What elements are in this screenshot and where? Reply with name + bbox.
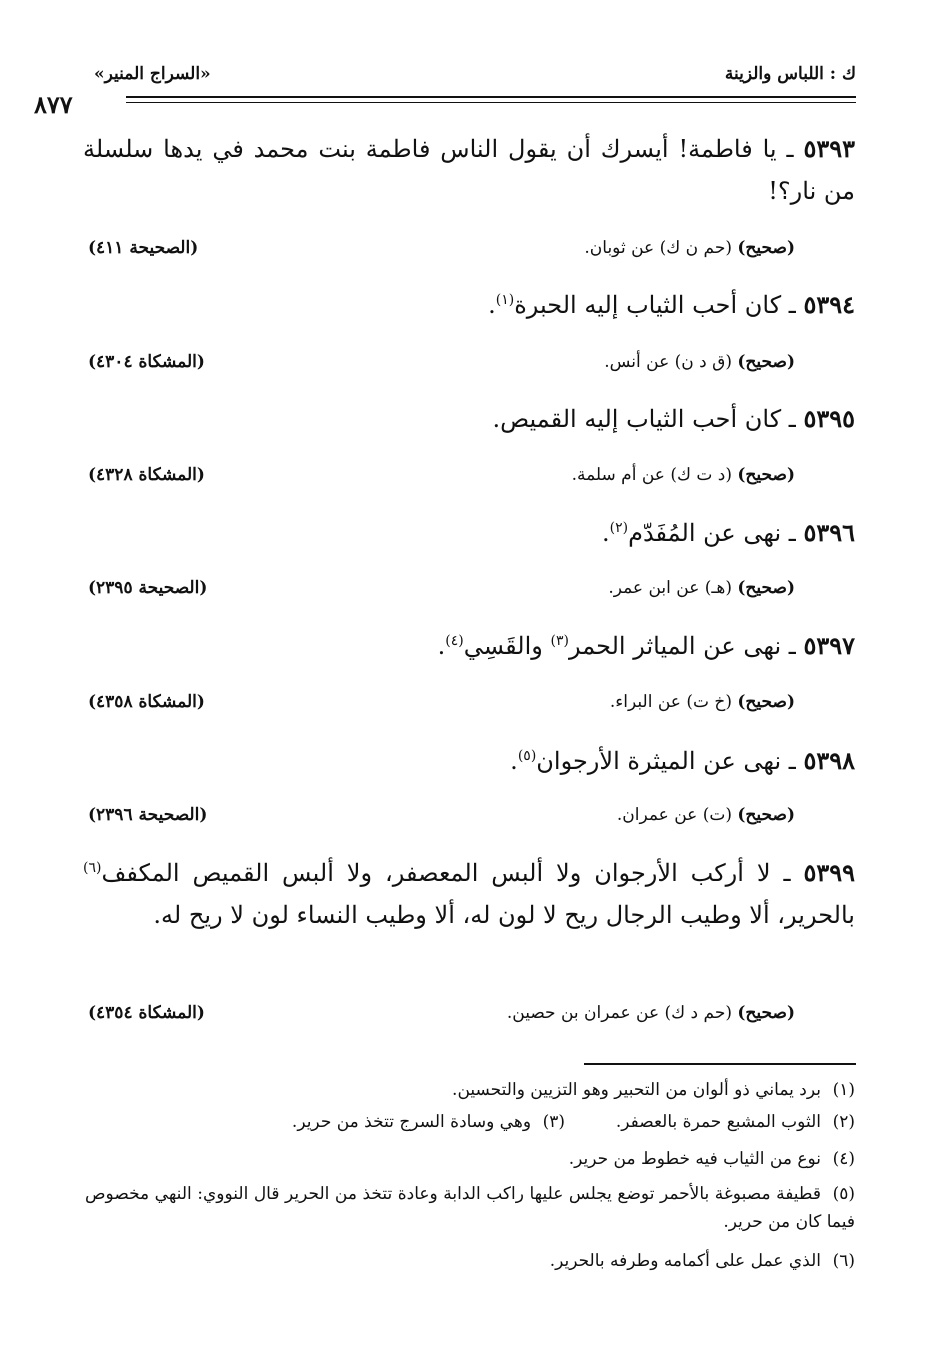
- footnote-mark[interactable]: (٢): [609, 520, 629, 536]
- hadith-reference: (المشكاة ٤٣٢٨): [88, 465, 205, 485]
- footnote-mark[interactable]: (٥): [517, 748, 537, 764]
- hadith-narrator: (حم ن ك) عن ثوبان.: [584, 238, 732, 258]
- hadith-text-end: .: [510, 747, 518, 775]
- hadith-number: ٥٣٩٧: [803, 631, 855, 660]
- hadith-text-mid: والقَسِي: [463, 632, 551, 660]
- hadith-text: ـ كان أحب الثياب إليه القميص.: [492, 405, 796, 433]
- footnote-number: (١): [832, 1080, 855, 1100]
- hadith-text: ـ نهى عن المُفَدّم: [628, 519, 796, 547]
- hadith-narrator: (ت) عن عمران.: [616, 805, 732, 825]
- footnote-text: نوع من الثياب فيه خطوط من حرير.: [568, 1149, 821, 1169]
- hadith-entry: [438, 625, 855, 667]
- hadith-reference: (الصحيحة ٤١١): [88, 238, 199, 258]
- hadith-number: ٥٣٩٤: [803, 290, 855, 319]
- hadith-entry: [510, 740, 855, 782]
- hadith-text-end: .: [437, 632, 446, 660]
- page-header: [34, 62, 856, 119]
- hadith-narrator: (د ت ك) عن أم سلمة.: [571, 465, 732, 485]
- footnote-number: (٦): [832, 1251, 855, 1271]
- footnote-text: قطيفة مصبوغة بالأحمر توضع يجلس عليها راكب الدابة وعادة تتخذ من الحرير قال النووي: النهي مخصوص فيما كان من حرير.: [85, 1184, 855, 1232]
- hadith-text-end: .: [488, 291, 496, 319]
- header-rule-thin: [126, 102, 856, 103]
- hadith-number: ٥٣٩٩: [803, 858, 855, 887]
- hadith-source: [610, 692, 795, 712]
- hadith-reference: (المشكاة ٤٣٠٤): [88, 352, 205, 372]
- book-title: «السراج المنير»: [94, 64, 211, 84]
- hadith-narrator: (خ ت) عن البراء.: [609, 692, 732, 712]
- footnote-text: وهي وسادة السرج تتخذ من حرير.: [291, 1112, 532, 1132]
- footnote-text: الثوب المشبع حمرة بالعصفر.: [615, 1112, 821, 1132]
- header-rule-thick: [126, 96, 856, 98]
- hadith-entry: [488, 284, 855, 326]
- footnote-number: (٢): [832, 1112, 855, 1132]
- footnote-text: برد يماني ذو ألوان من التحبير وهو التزيين والتحسين.: [452, 1080, 821, 1100]
- hadith-reference: (الصحيحة ٢٣٩٥): [88, 578, 208, 598]
- page-number: ٨٧٧: [34, 90, 73, 119]
- hadith-text: ـ لا أركب الأرجوان ولا ألبس المعصفر، ولا ألبس القميص المكفف: [101, 859, 791, 887]
- hadith-text: ـ كان أحب الثياب إليه الحبرة: [514, 291, 796, 319]
- footnote: [550, 1247, 855, 1275]
- hadith-grade: (صحيح): [737, 692, 795, 712]
- hadith-number: ٥٣٩٦: [803, 518, 855, 547]
- hadith-text: ـ يا فاطمة! أيسرك أن يقول الناس فاطمة بنت محمد في يدها سلسلة من نار؟!: [83, 135, 855, 205]
- hadith-grade: (صحيح): [737, 578, 795, 598]
- footnote: [85, 1180, 855, 1236]
- hadith-number: ٥٣٩٨: [803, 746, 855, 775]
- footnote-mark[interactable]: (١): [495, 292, 515, 308]
- hadith-source: [617, 805, 795, 825]
- hadith-grade: (صحيح): [737, 465, 795, 485]
- footnote: [292, 1108, 855, 1136]
- footnote: [569, 1145, 855, 1173]
- hadith-narrator: (هـ) عن ابن عمر.: [608, 578, 732, 598]
- hadith-text-end: بالحرير، ألا وطيب الرجال ريح لا لون له، ألا وطيب النساء لون لا ريح له.: [153, 901, 855, 929]
- hadith-reference: (المشكاة ٤٣٥٤): [88, 1003, 205, 1023]
- hadith-entry: [83, 128, 855, 212]
- hadith-source: [604, 352, 795, 372]
- hadith-text: ـ نهى عن الميثرة الأرجوان: [536, 747, 796, 775]
- footnote-number: (٤): [832, 1149, 855, 1169]
- footnote-mark[interactable]: (٤): [445, 633, 464, 649]
- footnote-mark[interactable]: (٣): [550, 633, 569, 649]
- hadith-reference: (الصحيحة ٢٣٩٦): [88, 805, 208, 825]
- hadith-text: ـ نهى عن المياثر الحمر: [568, 632, 796, 660]
- footnote-mark[interactable]: (٦): [83, 860, 102, 876]
- footnote-number: (٥): [832, 1184, 856, 1204]
- hadith-source: [507, 1003, 795, 1023]
- hadith-narrator: (حم د ك) عن عمران بن حصين.: [506, 1003, 732, 1023]
- hadith-grade: (صحيح): [737, 352, 795, 372]
- hadith-source: [608, 578, 795, 598]
- footnote-separator: [584, 1063, 856, 1065]
- hadith-grade: (صحيح): [737, 1003, 795, 1023]
- hadith-grade: (صحيح): [737, 805, 795, 825]
- chapter-title: ك : اللباس والزينة: [724, 64, 856, 84]
- hadith-grade: (صحيح): [737, 238, 795, 258]
- hadith-number: ٥٣٩٥: [803, 404, 855, 433]
- hadith-text-end: .: [601, 519, 610, 547]
- hadith-entry: [602, 512, 855, 554]
- hadith-narrator: (ق د ن) عن أنس.: [604, 352, 732, 372]
- footnote-number: (٣): [542, 1112, 566, 1132]
- hadith-entry: [492, 398, 855, 440]
- footnote-text: الذي عمل على أكمامه وطرفه بالحرير.: [549, 1251, 821, 1271]
- hadith-reference: (المشكاة ٤٣٥٨): [88, 692, 205, 712]
- hadith-source: [572, 465, 795, 485]
- hadith-entry: [83, 852, 855, 936]
- footnote: [452, 1076, 855, 1104]
- hadith-source: [584, 238, 795, 258]
- hadith-number: ٥٣٩٣: [803, 134, 855, 163]
